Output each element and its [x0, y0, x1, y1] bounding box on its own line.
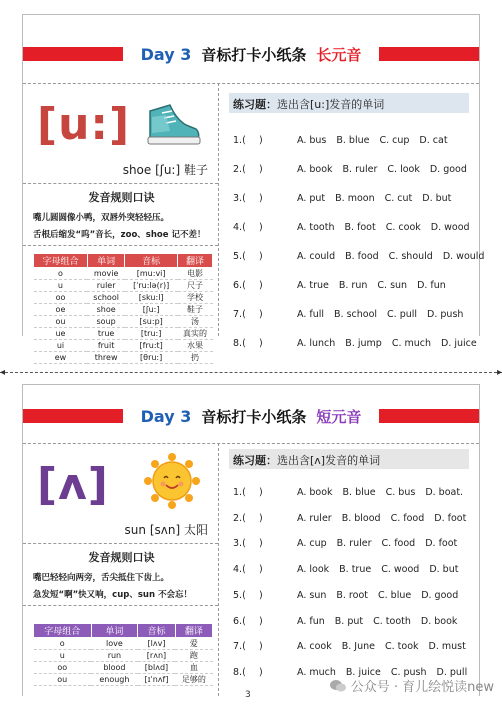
sun-icon [142, 451, 202, 511]
question-number: 1.( [233, 487, 246, 498]
question-item [233, 590, 473, 604]
table-header: 字母组合 [34, 624, 92, 638]
sneaker-icon [142, 91, 202, 151]
table-header: 字母组合 [34, 254, 88, 268]
table-header: 单词 [87, 254, 124, 268]
table-header: 单词 [91, 624, 138, 638]
answer-option: C. bus [385, 487, 416, 498]
answer-option: A. tooth [297, 222, 335, 233]
answer-option: B. ruler [336, 538, 372, 550]
exercise-title: 练习题：选出含[ʌ]发音的单词 [229, 449, 469, 469]
question-number: 2.( [233, 512, 246, 524]
answer-option: D. wood [430, 222, 470, 233]
table-cell-ipa: [lʌv] [138, 638, 175, 650]
card-header [23, 399, 479, 433]
day-label: Day 3 [140, 44, 192, 64]
answer-blank[interactable]: ) [259, 564, 263, 576]
table-row [34, 280, 213, 292]
answer-option: A. cook [297, 641, 332, 653]
question-item [233, 135, 473, 149]
table-cell-word: run [91, 650, 138, 662]
question-number: 8.( [233, 666, 246, 678]
answer-option: D. juice [441, 338, 477, 349]
answer-option: B. food [345, 251, 379, 262]
answer-option: B. root [336, 589, 368, 601]
exercise-title: 练习题：选出含[u:]发音的单词 [229, 93, 469, 113]
table-cell-letters: ew [34, 352, 88, 364]
table-row [34, 650, 213, 662]
answer-option: D. foot [434, 512, 467, 524]
question-number: 4.( [233, 564, 246, 576]
table-cell-ipa: [ʃu:] [125, 304, 178, 316]
pronunciation-rule [23, 183, 218, 243]
answer-option: C. should [388, 251, 433, 262]
answer-option: C. push [390, 666, 427, 678]
rule-line: 嘴儿圆圆像小鸭，双唇外突轻轻压。 [33, 213, 170, 223]
table-cell-ipa: [θru:] [125, 352, 178, 364]
question-item [233, 641, 473, 655]
answer-option: C. took [384, 641, 419, 653]
example-ipa: [sʌn] [149, 523, 181, 537]
answer-option: C. wood [381, 564, 420, 576]
answer-option: A. could [297, 251, 336, 262]
answer-option: B. true [339, 564, 372, 576]
table-cell-word: fruit [87, 340, 124, 352]
table-cell-word: movie [87, 268, 124, 280]
answer-blank[interactable]: ) [259, 641, 263, 653]
rule-line: 舌根后缩发“呜”音长，zoo、shoe 记不差！ [33, 230, 206, 240]
table-cell-letters: oo [34, 662, 92, 674]
question-number: 3.( [233, 538, 246, 550]
answer-blank[interactable]: ) [259, 193, 263, 204]
question-item [233, 164, 473, 178]
phonetic-symbol: [ʌ] [37, 459, 109, 510]
question-number: 6.( [233, 615, 246, 627]
answer-option: C. cup [379, 135, 410, 146]
answer-option: B. blue [342, 487, 376, 498]
answer-option: A. put [297, 193, 326, 204]
answer-option: D. but [429, 564, 459, 576]
table-cell-letters: oo [34, 292, 88, 304]
answer-option: C. look [387, 164, 420, 175]
answer-option: B. school [334, 309, 378, 320]
answer-blank[interactable]: ) [259, 309, 263, 320]
answer-blank[interactable]: ) [259, 615, 263, 627]
table-cell-letters: ui [34, 340, 88, 352]
answer-option: B. moon [335, 193, 375, 204]
table-row [34, 674, 213, 686]
table-row [34, 638, 213, 650]
table-cell-word: blood [91, 662, 138, 674]
question-number: 1.( [233, 135, 246, 146]
table-cell-translation: 水果 [178, 340, 213, 352]
letter-combination-table [33, 253, 213, 364]
table-row [34, 328, 213, 340]
table-cell-word: enough [91, 674, 138, 686]
question-item [233, 280, 473, 294]
left-panel [23, 83, 218, 362]
rule-title: 发音规则口诀 [88, 551, 155, 564]
table-header: 翻译 [178, 254, 213, 268]
answer-option: A. lunch [297, 338, 336, 349]
question-number: 5.( [233, 589, 246, 601]
table-cell-ipa: [sku:l] [125, 292, 178, 304]
answer-option: A. book [297, 164, 333, 175]
letter-combination-table [33, 623, 213, 686]
table-cell-word: shoe [87, 304, 124, 316]
question-number: 2.( [233, 164, 246, 175]
answer-option: A. ruler [297, 512, 332, 524]
answer-option: B. blood [341, 512, 381, 524]
rule-line: 嘴巴轻轻向两旁，舌尖抵住下齿上。 [33, 573, 170, 583]
answer-option: B. run [338, 280, 368, 291]
answer-option: B. blue [336, 135, 370, 146]
table-cell-translation: 电影 [178, 268, 213, 280]
answer-option: D. must [428, 641, 466, 653]
table-row [34, 304, 213, 316]
answer-option: D. pull [436, 666, 468, 678]
answer-blank[interactable]: ) [259, 164, 263, 175]
table-cell-letters: ou [34, 674, 92, 686]
table-cell-translation: 跑 [175, 650, 212, 662]
table-cell-translation: 鞋子 [178, 304, 213, 316]
answer-option: B. put [334, 615, 364, 627]
table-cell-translation: 扔 [178, 352, 213, 364]
table-row [34, 292, 213, 304]
answer-option: C. cut [384, 193, 413, 204]
answer-option: D. good [421, 589, 459, 601]
table-cell-word: love [91, 638, 138, 650]
answer-option: A. true [297, 280, 329, 291]
answer-option: D. fun [417, 280, 446, 291]
left-panel [23, 443, 218, 696]
card-long-vowel [22, 14, 485, 362]
card-subtitle: 长元音 [316, 45, 362, 64]
answer-option: D. would [442, 251, 485, 262]
answer-option: A. book [297, 487, 333, 498]
question-number: 8.( [233, 338, 246, 349]
watermark: 公众号 · 育儿绘悦读new [329, 676, 494, 695]
card-subtitle: 短元音 [316, 407, 362, 426]
table-cell-translation: 真实的 [178, 328, 213, 340]
answer-option: D. cat [419, 135, 448, 146]
table-cell-ipa: [ɪˈnʌf] [138, 674, 175, 686]
answer-option: D. foot [425, 538, 458, 550]
answer-option: B. June [341, 641, 375, 653]
table-cell-translation: 足够的 [175, 674, 212, 686]
table-cell-word: true [87, 328, 124, 340]
question-item [233, 222, 473, 236]
table-cell-word: threw [87, 352, 124, 364]
question-item [233, 251, 485, 265]
answer-option: D. push [427, 309, 464, 320]
table-cell-letters: o [34, 638, 92, 650]
answer-blank[interactable]: ) [259, 280, 263, 291]
table-header: 音标 [125, 254, 178, 268]
day-label: Day 3 [140, 406, 192, 426]
table-cell-ipa: [ˈru:lə(r)] [125, 280, 178, 292]
question-number: 6.( [233, 280, 246, 291]
question-item [233, 309, 473, 323]
answer-option: C. sun [377, 280, 408, 291]
table-cell-word: soup [87, 316, 124, 328]
question-item [233, 616, 473, 630]
answer-option: C. blue [377, 589, 412, 601]
answer-option: A. sun [297, 589, 327, 601]
table-cell-translation: 血 [175, 662, 212, 674]
question-item [233, 487, 473, 501]
question-item [233, 513, 473, 527]
rule-title: 发音规则口诀 [88, 191, 155, 204]
table-cell-letters: o [34, 268, 88, 280]
exercise-panel [219, 83, 485, 349]
answer-option: B. juice [345, 666, 381, 678]
question-item [233, 338, 477, 352]
answer-option: C. cook [385, 222, 421, 233]
question-item [233, 538, 473, 552]
phonetic-symbol: [u:] [37, 99, 131, 150]
question-number: 7.( [233, 309, 246, 320]
table-row [34, 662, 213, 674]
answer-blank[interactable]: ) [259, 338, 263, 349]
answer-option: A. full [297, 309, 325, 320]
table-cell-ipa: [tru:] [125, 328, 178, 340]
table-row [34, 340, 213, 352]
example-word: shoe [122, 163, 152, 177]
answer-option: A. much [297, 666, 336, 678]
card-header [23, 37, 479, 71]
example-ipa: [ʃu:] [155, 163, 181, 177]
card-title: 音标打卡小纸条 [201, 45, 307, 64]
answer-blank[interactable]: ) [259, 589, 263, 601]
cut-line [0, 367, 502, 378]
table-cell-ipa: [fru:t] [125, 340, 178, 352]
answer-option: C. much [391, 338, 432, 349]
question-number: 7.( [233, 641, 246, 653]
answer-option: B. foot [344, 222, 376, 233]
example-translation: 鞋子 [183, 163, 208, 177]
question-item [233, 564, 473, 578]
answer-option: C. pull [387, 309, 418, 320]
exercise-panel [219, 443, 479, 696]
answer-option: C. tooth [373, 615, 411, 627]
answer-option: A. bus [297, 135, 327, 146]
answer-option: D. but [422, 193, 452, 204]
card-title: 音标打卡小纸条 [201, 407, 307, 426]
answer-option: D. good [429, 164, 467, 175]
wechat-icon [329, 679, 347, 693]
answer-option: B. jump [345, 338, 382, 349]
table-cell-letters: ue [34, 328, 88, 340]
question-item [233, 193, 473, 207]
answer-option: D. book [420, 615, 458, 627]
table-row [34, 268, 213, 280]
table-header: 翻译 [175, 624, 212, 638]
answer-blank[interactable]: ) [259, 538, 263, 550]
answer-blank[interactable]: ) [259, 222, 263, 233]
card-short-vowel [22, 384, 480, 696]
table-row [34, 352, 213, 364]
answer-option: A. look [297, 564, 330, 576]
table-cell-translation: 尺子 [178, 280, 213, 292]
table-cell-word: ruler [87, 280, 124, 292]
arrow-left-icon: ◂ [0, 367, 6, 378]
arrow-right-icon: ▸ [496, 367, 502, 378]
answer-option: D. boat. [425, 487, 464, 498]
answer-option: A. fun [297, 615, 325, 627]
answer-blank[interactable]: ) [259, 135, 263, 146]
page-number: 3 [245, 690, 251, 700]
answer-blank[interactable]: ) [259, 251, 263, 262]
table-header: 音标 [138, 624, 175, 638]
table-cell-letters: oe [34, 304, 88, 316]
example-translation: 太阳 [183, 523, 208, 537]
answer-blank[interactable]: ) [259, 666, 263, 678]
pronunciation-rule [23, 543, 218, 603]
answer-blank[interactable]: ) [259, 487, 263, 498]
table-cell-translation: 爱 [175, 638, 212, 650]
rule-line: 急发短“啊”快又响，cup、sun 不会忘！ [33, 590, 192, 600]
question-number: 4.( [233, 222, 246, 233]
answer-option: A. cup [297, 538, 327, 550]
example-word: sun [124, 523, 146, 537]
question-number: 5.( [233, 251, 246, 262]
table-cell-ipa: [blʌd] [138, 662, 175, 674]
table-cell-ipa: [mu:vi] [125, 268, 178, 280]
table-cell-translation: 学校 [178, 292, 213, 304]
answer-option: C. food [381, 538, 416, 550]
table-cell-translation: 汤 [178, 316, 213, 328]
answer-blank[interactable]: ) [259, 512, 263, 524]
answer-option: B. ruler [342, 164, 378, 175]
table-row [34, 316, 213, 328]
table-cell-letters: ou [34, 316, 88, 328]
answer-option: C. food [390, 512, 425, 524]
table-cell-letters: u [34, 650, 92, 662]
table-cell-word: school [87, 292, 124, 304]
table-cell-letters: u [34, 280, 88, 292]
table-cell-ipa: [su:p] [125, 316, 178, 328]
question-number: 3.( [233, 193, 246, 204]
table-cell-ipa: [rʌn] [138, 650, 175, 662]
